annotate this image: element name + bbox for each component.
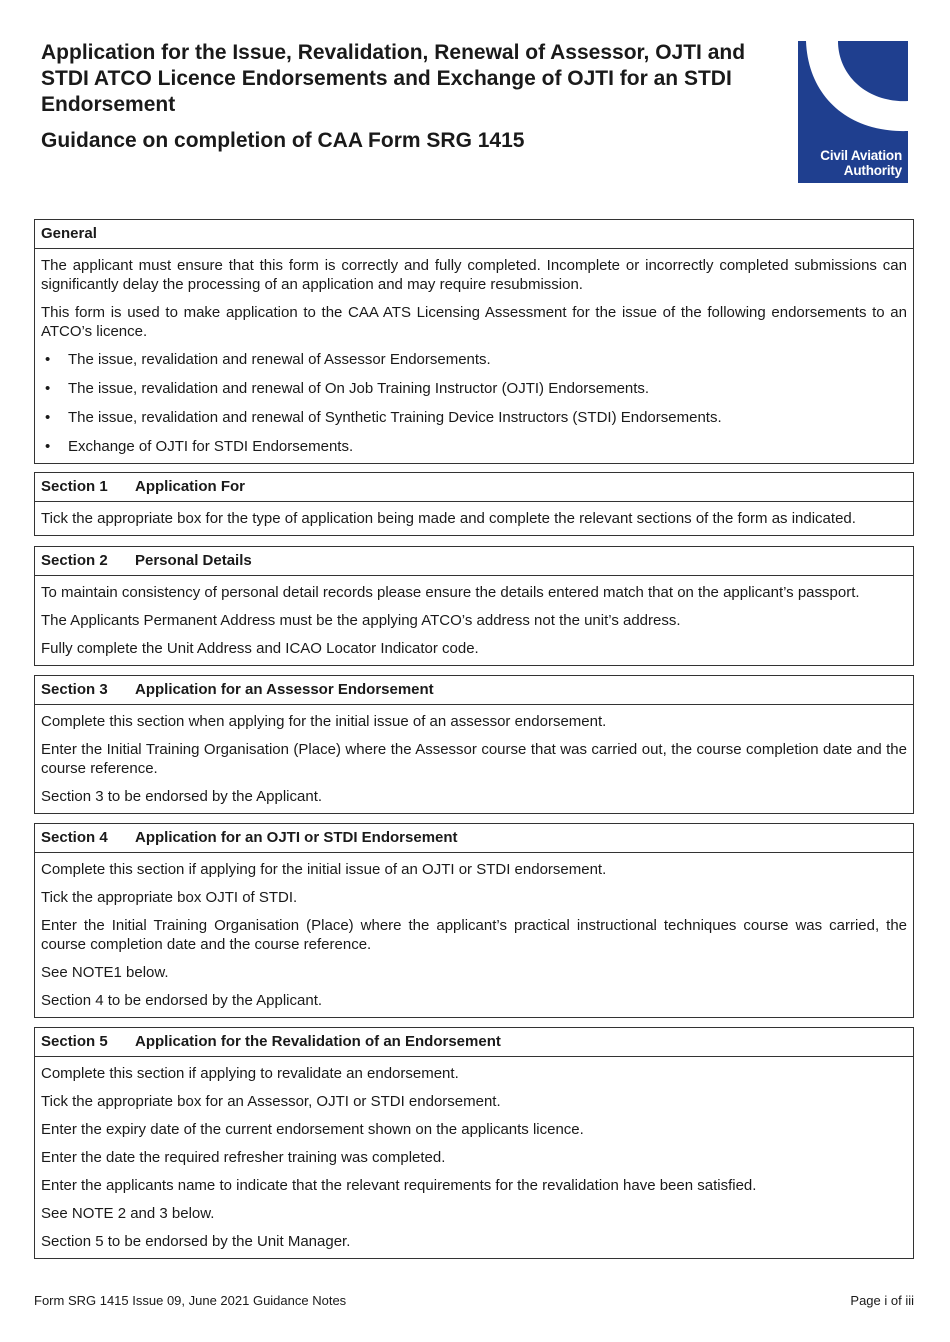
section-4-heading: Section 4 Application for an OJTI or STDI Endorsement	[35, 824, 913, 853]
section-1-box	[34, 472, 914, 536]
section-paragraph: Complete this section if applying for the initial issue of an OJTI or STDI endorsement.	[41, 861, 607, 878]
section-paragraph: To maintain consistency of personal detail records please ensure the details entered match that on the applicant’s passport.	[41, 584, 860, 601]
section-1-heading: Section 1 Application For	[35, 473, 913, 502]
general-box	[34, 219, 914, 464]
section-paragraph: Tick the appropriate box OJTI of STDI.	[41, 889, 298, 906]
caa-logo	[798, 41, 908, 183]
section-paragraph: The Applicants Permanent Address must be the applying ATCO’s address not the unit’s address.	[41, 612, 681, 629]
section-5-box	[34, 1027, 914, 1259]
section-paragraph: See NOTE1 below.	[41, 964, 169, 981]
section-paragraph: Enter the applicants name to indicate that the relevant requirements for the revalidation have been satisfied.	[41, 1177, 757, 1194]
section-paragraph: Enter the Initial Training Organisation (Place) where the Assessor course that was carried out, the course completion date and the course reference.	[41, 741, 907, 777]
endorsement-list	[41, 350, 907, 456]
document-subtitle: Guidance on completion of CAA Form SRG 1415	[41, 129, 525, 152]
section-paragraph: Tick the appropriate box for an Assessor, OJTI or STDI endorsement.	[41, 1093, 501, 1110]
section-paragraph: Enter the date the required refresher training was completed.	[41, 1149, 446, 1166]
general-heading: General	[35, 220, 913, 249]
general-paragraph: The applicant must ensure that this form is correctly and fully completed. Incomplete or incorrectly completed submissions can significantly delay the processing of an application and may require resubmission.	[41, 257, 907, 293]
section-4-box	[34, 823, 914, 1018]
section-paragraph: Enter the expiry date of the current endorsement shown on the applicants licence.	[41, 1121, 584, 1138]
list-item: • The issue, revalidation and renewal of Assessor Endorsements.	[45, 351, 491, 368]
footer-page-number: Page i of iii	[850, 1293, 914, 1308]
list-item: • Exchange of OJTI for STDI Endorsements.	[45, 438, 354, 455]
section-paragraph: Complete this section if applying to revalidate an endorsement.	[41, 1065, 459, 1082]
section-paragraph: Fully complete the Unit Address and ICAO Locator Indicator code.	[41, 640, 479, 657]
section-paragraph: Section 3 to be endorsed by the Applicant.	[41, 788, 323, 805]
document-title: Application for the Issue, Revalidation, Renewal of Assessor, OJTI and STDI ATCO Licence Endorsements and Exchange of OJTI for an STDI Endorsement	[41, 41, 746, 116]
section-paragraph: See NOTE 2 and 3 below.	[41, 1205, 215, 1222]
section-paragraph: Enter the Initial Training Organisation (Place) where the applicant’s practical instructional techniques course was carried, the course completion date and the course reference.	[41, 917, 907, 953]
section-3-box	[34, 675, 914, 814]
section-paragraph: Complete this section when applying for the initial issue of an assessor endorsement.	[41, 713, 607, 730]
section-2-box	[34, 546, 914, 666]
footer-form-reference: Form SRG 1415 Issue 09, June 2021 Guidance Notes	[34, 1293, 347, 1308]
document-header	[41, 40, 781, 154]
general-paragraph: This form is used to make application to the CAA ATS Licensing Assessment for the issue of the following endorsements to an ATCO’s licence.	[41, 304, 907, 340]
section-paragraph: Section 5 to be endorsed by the Unit Manager.	[41, 1233, 351, 1250]
list-item: • The issue, revalidation and renewal of Synthetic Training Device Instructors (STDI) Endorsements.	[45, 409, 722, 426]
section-2-heading: Section 2 Personal Details	[35, 547, 913, 576]
section-paragraph: Tick the appropriate box for the type of application being made and complete the relevant sections of the form as indicated.	[41, 510, 856, 527]
logo-text	[820, 148, 902, 178]
logo-line-2: Authority	[843, 163, 902, 178]
section-paragraph: Section 4 to be endorsed by the Applicant.	[41, 992, 323, 1009]
list-item: • The issue, revalidation and renewal of On Job Training Instructor (OJTI) Endorsements.	[45, 380, 650, 397]
logo-line-1: Civil Aviation	[820, 148, 902, 163]
section-3-heading: Section 3 Application for an Assessor Endorsement	[35, 676, 913, 705]
section-5-heading: Section 5 Application for the Revalidation of an Endorsement	[35, 1028, 913, 1057]
